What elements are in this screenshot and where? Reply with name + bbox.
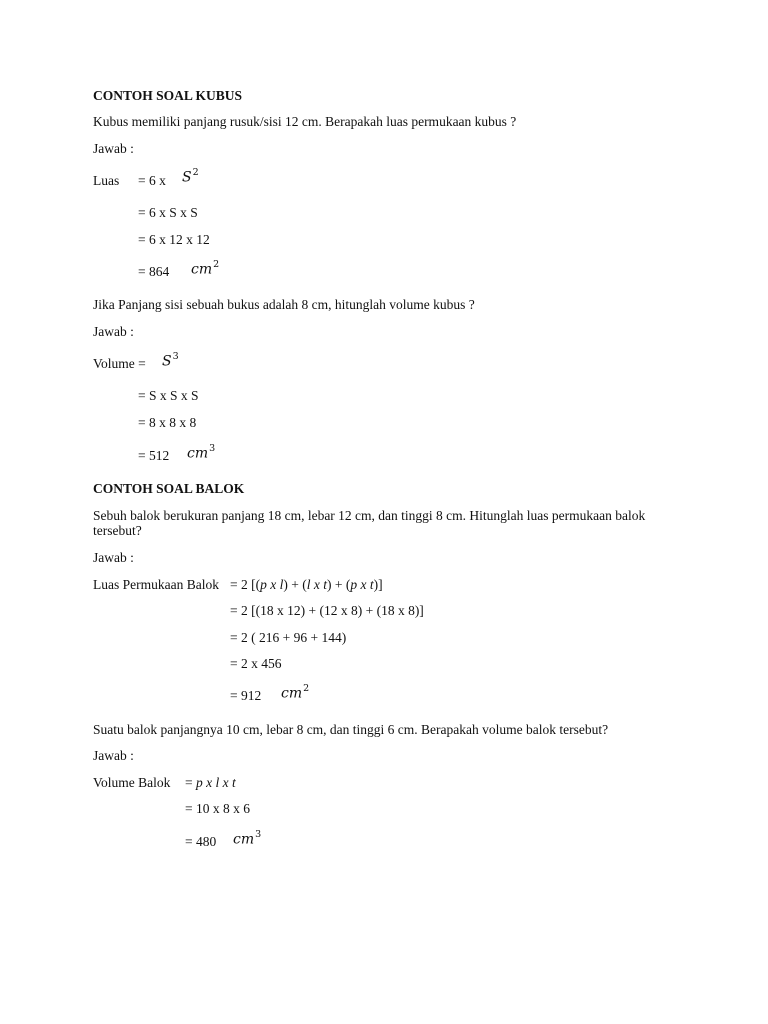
heading-balok: CONTOH SOAL BALOK [93,481,245,496]
luas-permukaan-label: Luas Permukaan Balok [93,577,219,592]
lp-step-1: = 2 [(p x l) + (l x t) + (p x t)] [230,577,383,592]
luas-step-2: = 6 x 12 x 12 [138,232,210,247]
unit-cm-cubed: $cm^3$ [233,829,262,848]
luas-step-1: = 6 x S x S [138,205,198,220]
luas-equation: = 6 x [138,173,166,188]
vb-step-3: = 480 [185,834,217,849]
lp-step-3: = 2 ( 216 + 96 + 144) [230,630,347,645]
jawab-label: Jawab : [93,550,134,565]
s-cubed: $S^3$ [162,351,179,370]
heading-kubus: CONTOH SOAL KUBUS [93,88,243,103]
luas-step-3: = 864 [138,264,170,279]
question-balok-luas-line-1: Sebuh balok berukuran panjang 18 cm, lebar 12 cm, dan tinggi 8 cm. Hitunglah luas permukaan balok [93,508,646,523]
unit-cm-squared: $cm^2$ [281,683,310,702]
question-balok-volume: Suatu balok panjangnya 10 cm, lebar 8 cm, dan tinggi 6 cm. Berapakah volume balok tersebut? [93,722,609,737]
question-kubus-volume: Jika Panjang sisi sebuah bukus adalah 8 cm, hitunglah volume kubus ? [93,297,475,312]
volume-label: Volume = [93,356,146,371]
s-squared: $S^2$ [182,167,199,186]
vb-step-2: = 10 x 8 x 6 [185,801,250,816]
unit-cm-cubed: $cm^3$ [187,443,216,462]
vb-step-1: = p x l x t [185,775,236,790]
lp-step-2: = 2 [(18 x 12) + (12 x 8) + (18 x 8)] [230,603,424,618]
volume-balok-label: Volume Balok [93,775,171,790]
jawab-label: Jawab : [93,748,134,763]
unit-cm-squared: $cm^2$ [191,259,220,278]
question-kubus-luas: Kubus memiliki panjang rusuk/sisi 12 cm. Berapakah luas permukaan kubus ? [93,114,517,129]
volume-step-3: = 512 [138,448,170,463]
lp-step-5: = 912 [230,688,262,703]
volume-step-1: = S x S x S [138,388,199,403]
luas-label: Luas [93,173,120,188]
jawab-label: Jawab : [93,141,134,156]
volume-step-2: = 8 x 8 x 8 [138,415,197,430]
lp-step-4: = 2 x 456 [230,656,282,671]
question-balok-luas-line-2: tersebut? [93,523,142,538]
jawab-label: Jawab : [93,324,134,339]
